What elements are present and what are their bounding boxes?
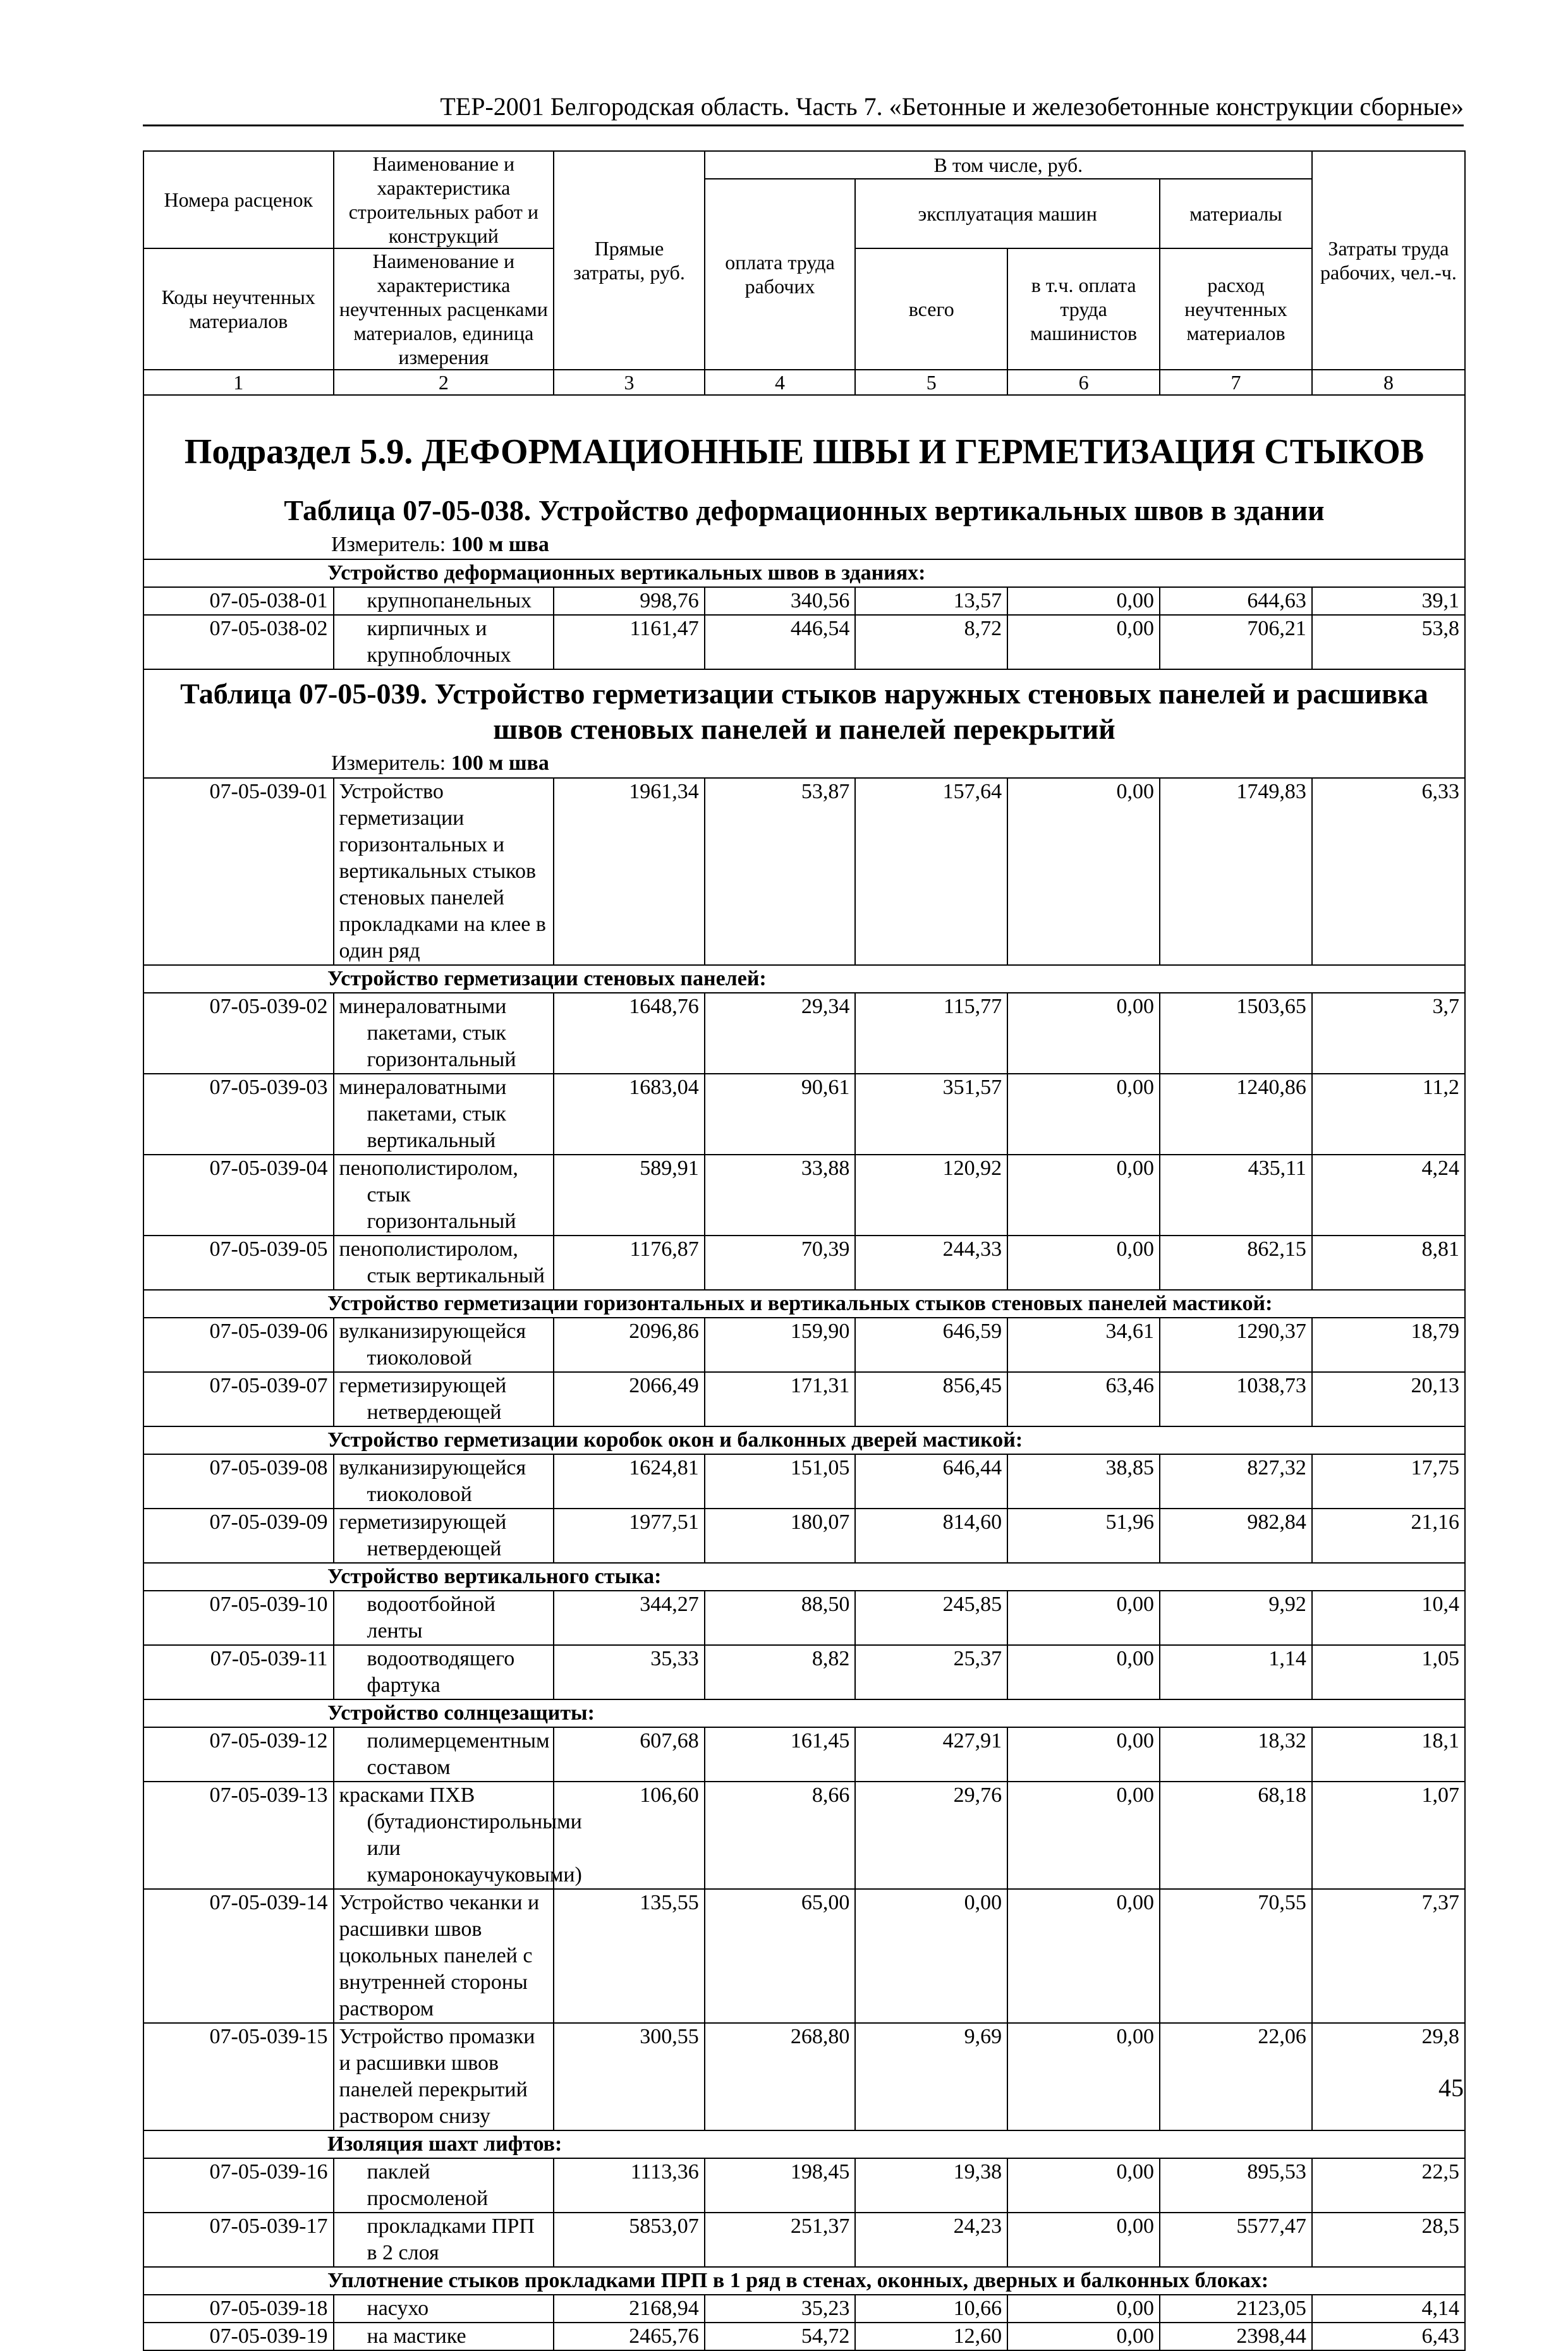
rate-code: 07-05-038-01 xyxy=(143,587,334,615)
group-row xyxy=(143,965,1465,993)
direct-costs: 589,91 xyxy=(554,1155,705,1236)
materials: 1290,37 xyxy=(1160,1318,1312,1372)
col-number: 6 xyxy=(1007,370,1160,395)
table-row xyxy=(143,2023,1465,2130)
materials: 5577,47 xyxy=(1160,2213,1312,2267)
labor-pay: 53,87 xyxy=(705,778,856,965)
operators-pay: 0,00 xyxy=(1007,2323,1160,2350)
work-name: прокладками ПРП в 2 слоя xyxy=(334,2213,554,2267)
materials: 706,21 xyxy=(1160,615,1312,669)
work-name: герметизирующей нетвердеющей xyxy=(334,1509,554,1563)
labor-pay: 161,45 xyxy=(705,1727,856,1782)
materials: 862,15 xyxy=(1160,1236,1312,1290)
labor-pay: 446,54 xyxy=(705,615,856,669)
work-name: на мастике xyxy=(334,2323,554,2350)
direct-costs: 2465,76 xyxy=(554,2323,705,2350)
rate-code: 07-05-039-09 xyxy=(143,1509,334,1563)
direct-costs: 1648,76 xyxy=(554,993,705,1074)
table-title: Таблица 07-05-038. Устройство деформационных вертикальных швов в здании xyxy=(284,494,1325,526)
direct-costs: 35,33 xyxy=(554,1645,705,1699)
labor-cost: 1,07 xyxy=(1312,1782,1465,1889)
group-title: Устройство солнцезащиты: xyxy=(143,1699,1465,1727)
labor-pay: 90,61 xyxy=(705,1074,856,1155)
operators-pay: 63,46 xyxy=(1007,1372,1160,1426)
operators-pay: 0,00 xyxy=(1007,1591,1160,1645)
table-row xyxy=(143,1236,1465,1290)
work-name: минераловатными пакетами, стык горизонтальный xyxy=(334,993,554,1074)
rate-code: 07-05-039-18 xyxy=(143,2295,334,2323)
materials: 895,53 xyxy=(1160,2158,1312,2213)
rate-code: 07-05-039-15 xyxy=(143,2023,334,2130)
operators-pay: 34,61 xyxy=(1007,1318,1160,1372)
labor-cost: 1,05 xyxy=(1312,1645,1465,1699)
group-row xyxy=(143,2130,1465,2158)
labor-cost: 8,81 xyxy=(1312,1236,1465,1290)
labor-pay: 65,00 xyxy=(705,1889,856,2023)
col-header-direct-costs: Прямые затраты, руб. xyxy=(554,151,705,370)
table-row xyxy=(143,615,1465,669)
work-name: Устройство промазки и расшивки швов панелей перекрытий раствором снизу xyxy=(334,2023,554,2130)
work-name: красками ПХВ (бутадионстирольными или кумаронокаучуковыми) xyxy=(334,1782,554,1889)
labor-pay: 159,90 xyxy=(705,1318,856,1372)
direct-costs: 1683,04 xyxy=(554,1074,705,1155)
operators-pay: 0,00 xyxy=(1007,2213,1160,2267)
table-row xyxy=(143,1591,1465,1645)
labor-cost: 6,33 xyxy=(1312,778,1465,965)
col-header-including: В том числе, руб. xyxy=(705,151,1312,179)
machines-total: 814,60 xyxy=(855,1509,1007,1563)
col-header-operators: в т.ч. оплата труда машинистов xyxy=(1007,248,1160,370)
work-name: полимерцементным составом xyxy=(334,1727,554,1782)
labor-pay: 171,31 xyxy=(705,1372,856,1426)
table-row xyxy=(143,1454,1465,1509)
direct-costs: 1161,47 xyxy=(554,615,705,669)
direct-costs: 5853,07 xyxy=(554,2213,705,2267)
rate-code: 07-05-039-01 xyxy=(143,778,334,965)
rate-code: 07-05-039-05 xyxy=(143,1236,334,1290)
direct-costs: 1176,87 xyxy=(554,1236,705,1290)
work-name: минераловатными пакетами, стык вертикальный xyxy=(334,1074,554,1155)
col-number: 7 xyxy=(1160,370,1312,395)
section-heading xyxy=(143,395,1465,493)
labor-pay: 8,66 xyxy=(705,1782,856,1889)
labor-pay: 54,72 xyxy=(705,2323,856,2350)
materials: 827,32 xyxy=(1160,1454,1312,1509)
materials: 644,63 xyxy=(1160,587,1312,615)
direct-costs: 2168,94 xyxy=(554,2295,705,2323)
labor-cost: 4,14 xyxy=(1312,2295,1465,2323)
group-row xyxy=(143,1699,1465,1727)
direct-costs: 1961,34 xyxy=(554,778,705,965)
machines-total: 9,69 xyxy=(855,2023,1007,2130)
direct-costs: 607,68 xyxy=(554,1727,705,1782)
machines-total: 427,91 xyxy=(855,1727,1007,1782)
labor-pay: 251,37 xyxy=(705,2213,856,2267)
col-number: 2 xyxy=(334,370,554,395)
page-header: ТЕР-2001 Белгородская область. Часть 7. «Бетонные и железобетонные конструкции сборные» xyxy=(440,92,1464,121)
group-title: Устройство деформационных вертикальных швов в зданиях: xyxy=(143,559,1465,587)
materials: 982,84 xyxy=(1160,1509,1312,1563)
direct-costs: 300,55 xyxy=(554,2023,705,2130)
operators-pay: 0,00 xyxy=(1007,778,1160,965)
labor-cost: 4,24 xyxy=(1312,1155,1465,1236)
materials: 2123,05 xyxy=(1160,2295,1312,2323)
col-number: 3 xyxy=(554,370,705,395)
labor-cost: 28,5 xyxy=(1312,2213,1465,2267)
rate-code: 07-05-039-06 xyxy=(143,1318,334,1372)
group-row xyxy=(143,1426,1465,1454)
labor-pay: 198,45 xyxy=(705,2158,856,2213)
labor-cost: 7,37 xyxy=(1312,1889,1465,2023)
col-header-labor: оплата труда рабочих xyxy=(705,179,856,370)
materials: 68,18 xyxy=(1160,1782,1312,1889)
operators-pay: 0,00 xyxy=(1007,2158,1160,2213)
materials: 2398,44 xyxy=(1160,2323,1312,2350)
operators-pay: 0,00 xyxy=(1007,1645,1160,1699)
machines-total: 8,72 xyxy=(855,615,1007,669)
direct-costs: 2066,49 xyxy=(554,1372,705,1426)
direct-costs: 2096,86 xyxy=(554,1318,705,1372)
machines-total: 157,64 xyxy=(855,778,1007,965)
col-header-name: Наименование и характеристика строительных работ и конструкций xyxy=(334,151,554,248)
machines-total: 646,44 xyxy=(855,1454,1007,1509)
group-title: Устройство герметизации горизонтальных и вертикальных стыков стеновых панелей мастикой: xyxy=(143,1290,1465,1318)
table-row xyxy=(143,1889,1465,2023)
table-row xyxy=(143,1318,1465,1372)
group-title: Устройство герметизации коробок окон и балконных дверей мастикой: xyxy=(143,1426,1465,1454)
labor-pay: 268,80 xyxy=(705,2023,856,2130)
machines-total: 24,23 xyxy=(855,2213,1007,2267)
table-heading xyxy=(143,669,1465,778)
table-row xyxy=(143,778,1465,965)
col-header-machines-total: всего xyxy=(855,248,1007,370)
section-title: Подраздел 5.9. ДЕФОРМАЦИОННЫЕ ШВЫ И ГЕРМЕТИЗАЦИЯ СТЫКОВ xyxy=(184,432,1425,471)
work-name: крупнопанельных xyxy=(334,587,554,615)
machines-total: 351,57 xyxy=(855,1074,1007,1155)
direct-costs: 135,55 xyxy=(554,1889,705,2023)
labor-pay: 33,88 xyxy=(705,1155,856,1236)
labor-cost: 22,5 xyxy=(1312,2158,1465,2213)
work-name: насухо xyxy=(334,2295,554,2323)
table-row xyxy=(143,2323,1465,2350)
table-row xyxy=(143,1074,1465,1155)
labor-cost: 17,75 xyxy=(1312,1454,1465,1509)
page-number: 45 xyxy=(1438,2074,1464,2102)
machines-total: 115,77 xyxy=(855,993,1007,1074)
operators-pay: 0,00 xyxy=(1007,993,1160,1074)
measure-label: Измеритель: xyxy=(331,751,446,775)
operators-pay: 0,00 xyxy=(1007,1236,1160,1290)
labor-cost: 39,1 xyxy=(1312,587,1465,615)
labor-pay: 180,07 xyxy=(705,1509,856,1563)
rate-code: 07-05-039-12 xyxy=(143,1727,334,1782)
group-title: Изоляция шахт лифтов: xyxy=(143,2130,1465,2158)
measure-value: 100 м шва xyxy=(451,751,549,775)
labor-cost: 10,4 xyxy=(1312,1591,1465,1645)
operators-pay: 0,00 xyxy=(1007,2023,1160,2130)
materials: 435,11 xyxy=(1160,1155,1312,1236)
header-rule xyxy=(143,125,1464,126)
labor-pay: 340,56 xyxy=(705,587,856,615)
work-name: пенополистиролом, стык горизонтальный xyxy=(334,1155,554,1236)
rate-code: 07-05-039-19 xyxy=(143,2323,334,2350)
col-header-codes: Номера расценок xyxy=(143,151,334,248)
rate-code: 07-05-039-14 xyxy=(143,1889,334,2023)
col-number: 5 xyxy=(855,370,1007,395)
col-number: 4 xyxy=(705,370,856,395)
machines-total: 856,45 xyxy=(855,1372,1007,1426)
labor-cost: 18,1 xyxy=(1312,1727,1465,1782)
machines-total: 10,66 xyxy=(855,2295,1007,2323)
group-title: Устройство вертикального стыка: xyxy=(143,1563,1465,1591)
operators-pay: 0,00 xyxy=(1007,1155,1160,1236)
group-row xyxy=(143,1290,1465,1318)
group-row xyxy=(143,2267,1465,2295)
col-header-labor-cost: Затраты труда рабочих, чел.-ч. xyxy=(1312,151,1465,370)
operators-pay: 0,00 xyxy=(1007,1074,1160,1155)
machines-total: 244,33 xyxy=(855,1236,1007,1290)
materials: 1240,86 xyxy=(1160,1074,1312,1155)
table-row xyxy=(143,1372,1465,1426)
work-name: герметизирующей нетвердеющей xyxy=(334,1372,554,1426)
table-row xyxy=(143,1782,1465,1889)
labor-pay: 88,50 xyxy=(705,1591,856,1645)
direct-costs: 1624,81 xyxy=(554,1454,705,1509)
direct-costs: 1113,36 xyxy=(554,2158,705,2213)
table-row xyxy=(143,2295,1465,2323)
direct-costs: 998,76 xyxy=(554,587,705,615)
group-title: Уплотнение стыков прокладками ПРП в 1 ряд в стенах, оконных, дверных и балконных блоках: xyxy=(143,2267,1465,2295)
labor-cost: 21,16 xyxy=(1312,1509,1465,1563)
labor-cost: 11,2 xyxy=(1312,1074,1465,1155)
rate-code: 07-05-039-02 xyxy=(143,993,334,1074)
rate-code: 07-05-039-04 xyxy=(143,1155,334,1236)
rate-code: 07-05-039-13 xyxy=(143,1782,334,1889)
labor-pay: 8,82 xyxy=(705,1645,856,1699)
materials: 1749,83 xyxy=(1160,778,1312,965)
table-row xyxy=(143,587,1465,615)
table-row xyxy=(143,1509,1465,1563)
table-heading xyxy=(143,493,1465,559)
operators-pay: 0,00 xyxy=(1007,1782,1160,1889)
work-name: кирпичных и крупноблочных xyxy=(334,615,554,669)
work-name: паклей просмоленой xyxy=(334,2158,554,2213)
operators-pay: 0,00 xyxy=(1007,615,1160,669)
measure-value: 100 м шва xyxy=(451,533,549,556)
work-name: водоотбойной ленты xyxy=(334,1591,554,1645)
operators-pay: 0,00 xyxy=(1007,587,1160,615)
labor-cost: 53,8 xyxy=(1312,615,1465,669)
direct-costs: 1977,51 xyxy=(554,1509,705,1563)
measure-label: Измеритель: xyxy=(331,533,446,556)
labor-cost: 6,43 xyxy=(1312,2323,1465,2350)
work-name: Устройство герметизации горизонтальных и вертикальных стыков стеновых панелей прокладками на клее в один ряд xyxy=(334,778,554,965)
rate-code: 07-05-038-02 xyxy=(143,615,334,669)
table-title: Таблица 07-05-039. Устройство герметизации стыков наружных стеновых панелей и расшивка швов стеновых панелей и панелей перекрытий xyxy=(180,677,1428,745)
work-name: вулканизирующейся тиоколовой xyxy=(334,1318,554,1372)
measure-line xyxy=(159,750,1449,777)
group-title: Устройство герметизации стеновых панелей: xyxy=(143,965,1465,993)
table-row xyxy=(143,1727,1465,1782)
operators-pay: 51,96 xyxy=(1007,1509,1160,1563)
materials: 18,32 xyxy=(1160,1727,1312,1782)
group-row xyxy=(143,1563,1465,1591)
work-name: водоотводящего фартука xyxy=(334,1645,554,1699)
machines-total: 12,60 xyxy=(855,2323,1007,2350)
materials: 22,06 xyxy=(1160,2023,1312,2130)
machines-total: 19,38 xyxy=(855,2158,1007,2213)
direct-costs: 344,27 xyxy=(554,1591,705,1645)
rate-code: 07-05-039-17 xyxy=(143,2213,334,2267)
table-row xyxy=(143,2158,1465,2213)
materials: 1,14 xyxy=(1160,1645,1312,1699)
materials: 70,55 xyxy=(1160,1889,1312,2023)
work-name: Устройство чеканки и расшивки швов цокольных панелей с внутренней стороны раствором xyxy=(334,1889,554,2023)
labor-cost: 29,8 xyxy=(1312,2023,1465,2130)
labor-pay: 35,23 xyxy=(705,2295,856,2323)
col-number: 1 xyxy=(143,370,334,395)
machines-total: 0,00 xyxy=(855,1889,1007,2023)
machines-total: 245,85 xyxy=(855,1591,1007,1645)
rate-code: 07-05-039-16 xyxy=(143,2158,334,2213)
machines-total: 646,59 xyxy=(855,1318,1007,1372)
col-header-unaccounted-name: Наименование и характеристика неучтенных расценками материалов, единица измерения xyxy=(334,248,554,370)
operators-pay: 0,00 xyxy=(1007,1889,1160,2023)
table-row xyxy=(143,1645,1465,1699)
col-header-unaccounted-codes: Коды неучтенных материалов xyxy=(143,248,334,370)
labor-pay: 151,05 xyxy=(705,1454,856,1509)
price-table xyxy=(143,150,1466,2351)
table-row xyxy=(143,993,1465,1074)
labor-cost: 3,7 xyxy=(1312,993,1465,1074)
machines-total: 13,57 xyxy=(855,587,1007,615)
rate-code: 07-05-039-07 xyxy=(143,1372,334,1426)
operators-pay: 0,00 xyxy=(1007,1727,1160,1782)
labor-pay: 29,34 xyxy=(705,993,856,1074)
work-name: вулканизирующейся тиоколовой xyxy=(334,1454,554,1509)
rate-code: 07-05-039-10 xyxy=(143,1591,334,1645)
materials: 1038,73 xyxy=(1160,1372,1312,1426)
table-row xyxy=(143,1155,1465,1236)
materials: 9,92 xyxy=(1160,1591,1312,1645)
machines-total: 120,92 xyxy=(855,1155,1007,1236)
materials: 1503,65 xyxy=(1160,993,1312,1074)
machines-total: 25,37 xyxy=(855,1645,1007,1699)
rate-code: 07-05-039-03 xyxy=(143,1074,334,1155)
labor-pay: 70,39 xyxy=(705,1236,856,1290)
col-header-materials: материалы xyxy=(1160,179,1312,248)
col-header-material-expense: расход неучтенных материалов xyxy=(1160,248,1312,370)
rate-code: 07-05-039-11 xyxy=(143,1645,334,1699)
table-row xyxy=(143,2213,1465,2267)
col-number: 8 xyxy=(1312,370,1465,395)
machines-total: 29,76 xyxy=(855,1782,1007,1889)
col-header-machines: эксплуатация машин xyxy=(855,179,1160,248)
labor-cost: 18,79 xyxy=(1312,1318,1465,1372)
operators-pay: 38,85 xyxy=(1007,1454,1160,1509)
operators-pay: 0,00 xyxy=(1007,2295,1160,2323)
group-row xyxy=(143,559,1465,587)
measure-line xyxy=(159,531,1449,559)
rate-code: 07-05-039-08 xyxy=(143,1454,334,1509)
work-name: пенополистиролом, стык вертикальный xyxy=(334,1236,554,1290)
direct-costs: 106,60 xyxy=(554,1782,705,1889)
labor-cost: 20,13 xyxy=(1312,1372,1465,1426)
